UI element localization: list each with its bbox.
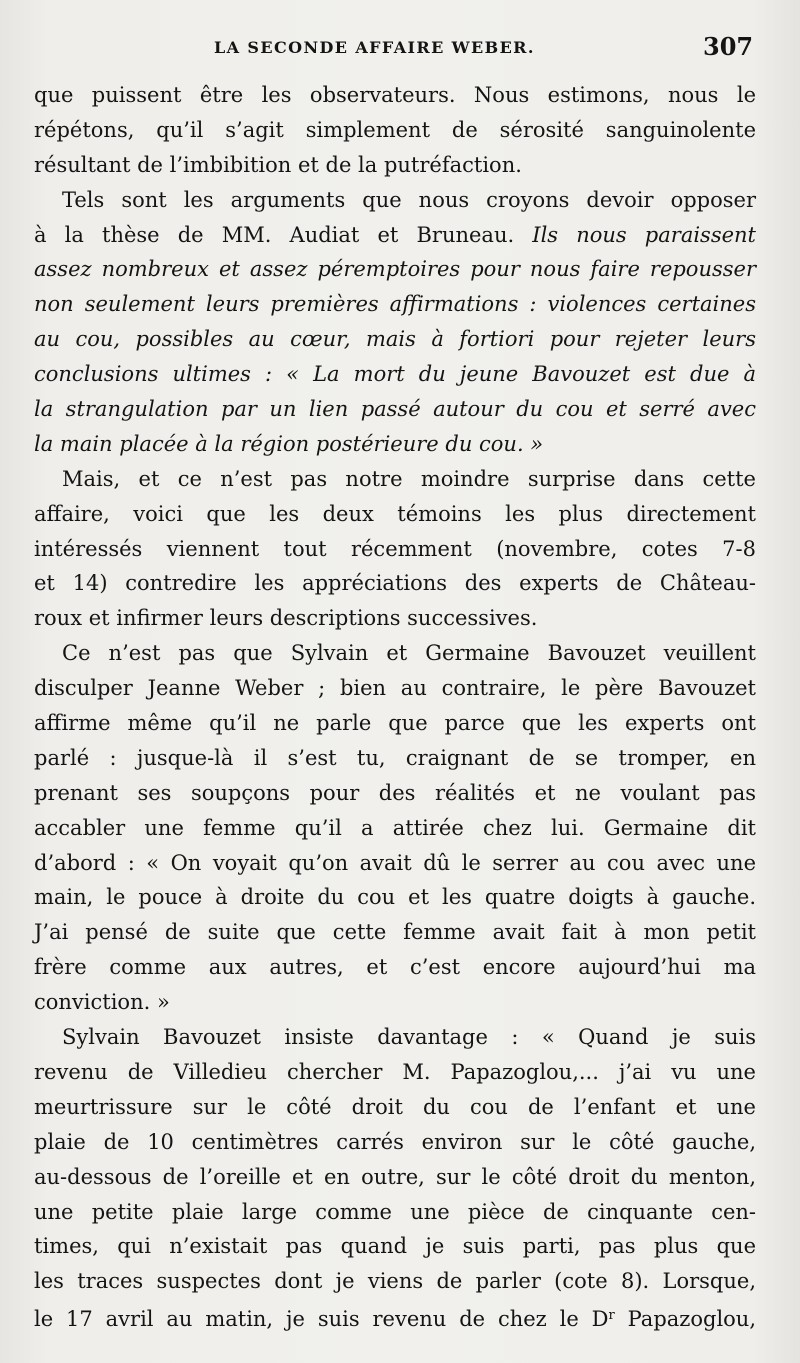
- text-line-mixed: [34, 1299, 756, 1334]
- text-line: Tels sont les arguments que nous croyons devoir opposer: [62, 187, 756, 212]
- text-line: J’ai pensé de suite que cette femme avait fait à mon petit: [34, 920, 756, 945]
- text-line: résultant de l’imbibition et de la putréfaction.: [34, 152, 522, 177]
- text-line: Mais, et ce n’est pas notre moindre surprise dans cette: [62, 466, 756, 491]
- text-line: affaire, voici que les deux témoins les plus directement: [34, 501, 756, 526]
- paragraph-witnesses: [34, 462, 756, 636]
- text-line: Sylvain Bavouzet insiste davantage : « Quand je suis: [62, 1025, 756, 1050]
- text-line: prenant ses soupçons pour des réalités et ne voulant pas: [34, 780, 756, 805]
- text-line: times, qui n’existait pas quand je suis parti, pas plus que: [34, 1234, 756, 1259]
- paragraph-sylvain: [34, 1020, 756, 1334]
- text-line: conviction. »: [34, 990, 170, 1015]
- text-segment: le 17 avril au matin, je suis revenu de chez le D: [34, 1307, 609, 1332]
- text-line: répétons, qu’il s’agit simplement de sérosité sanguinolente: [34, 117, 756, 142]
- text-line: revenu de Villedieu chercher M. Papazoglou,... j’ai vu une: [34, 1059, 756, 1084]
- text-line: parlé : jusque-là il s’est tu, craignant de se tromper, en: [34, 745, 756, 770]
- running-title: LA SECONDE AFFAIRE WEBER.: [214, 38, 535, 57]
- body-text: [34, 78, 756, 1334]
- text-line: frère comme aux autres, et c’est encore aujourd’hui ma: [34, 955, 756, 980]
- text-segment: Papazoglou,: [614, 1307, 757, 1332]
- page-header: [0, 30, 800, 70]
- italic-line: la strangulation par un lien passé autour du cou et serré avec: [34, 397, 756, 422]
- paragraph-continuation: [34, 78, 756, 183]
- paragraph-germaine: [34, 636, 756, 1020]
- italic-segment: Ils nous paraissent: [532, 222, 756, 247]
- italic-line: la main placée à la région postérieure du cou. »: [34, 431, 544, 456]
- text-line: une petite plaie large comme une pièce de cinquante cen-: [34, 1199, 756, 1224]
- superscript: r: [608, 1308, 615, 1324]
- text-line-mixed: [34, 218, 756, 253]
- text-line: au-dessous de l’oreille et en outre, sur le côté droit du menton,: [34, 1164, 756, 1189]
- text-line: meurtrissure sur le côté droit du cou de l’enfant et une: [34, 1094, 756, 1119]
- italic-line: non seulement leurs premières affirmations : violences certaines: [34, 292, 756, 317]
- text-line: plaie de 10 centimètres carrés environ sur le côté gauche,: [34, 1129, 756, 1154]
- text-line: les traces suspectes dont je viens de parler (cote 8). Lorsque,: [34, 1269, 756, 1294]
- text-line: intéressés viennent tout récemment (novembre, cotes 7-8: [34, 536, 756, 561]
- italic-line: assez nombreux et assez péremptoires pour nous faire repousser: [34, 257, 756, 282]
- text-line: d’abord : « On voyait qu’on avait dû le serrer au cou avec une: [34, 850, 756, 875]
- page-number: 307: [703, 32, 754, 61]
- italic-line: au cou, possibles au cœur, mais à fortiori pour rejeter leurs: [34, 327, 756, 352]
- text-line: et 14) contredire les appréciations des experts de Château-: [34, 571, 756, 596]
- paragraph-arguments: [34, 183, 756, 462]
- text-line: que puissent être les observateurs. Nous estimons, nous le: [34, 83, 756, 107]
- text-line: disculper Jeanne Weber ; bien au contraire, le père Bavouzet: [34, 676, 756, 701]
- text-line: Ce n’est pas que Sylvain et Germaine Bavouzet veuillent: [62, 641, 756, 666]
- text-line: roux et infirmer leurs descriptions successives.: [34, 606, 538, 631]
- text-line: main, le pouce à droite du cou et les quatre doigts à gauche.: [34, 885, 756, 910]
- text-line: affirme même qu’il ne parle que parce que les experts ont: [34, 711, 756, 736]
- text-line: accabler une femme qu’il a attirée chez lui. Germaine dit: [34, 815, 756, 840]
- text-segment: à la thèse de MM. Audiat et Bruneau.: [34, 222, 515, 247]
- italic-line: conclusions ultimes : « La mort du jeune Bavouzet est due à: [34, 362, 756, 387]
